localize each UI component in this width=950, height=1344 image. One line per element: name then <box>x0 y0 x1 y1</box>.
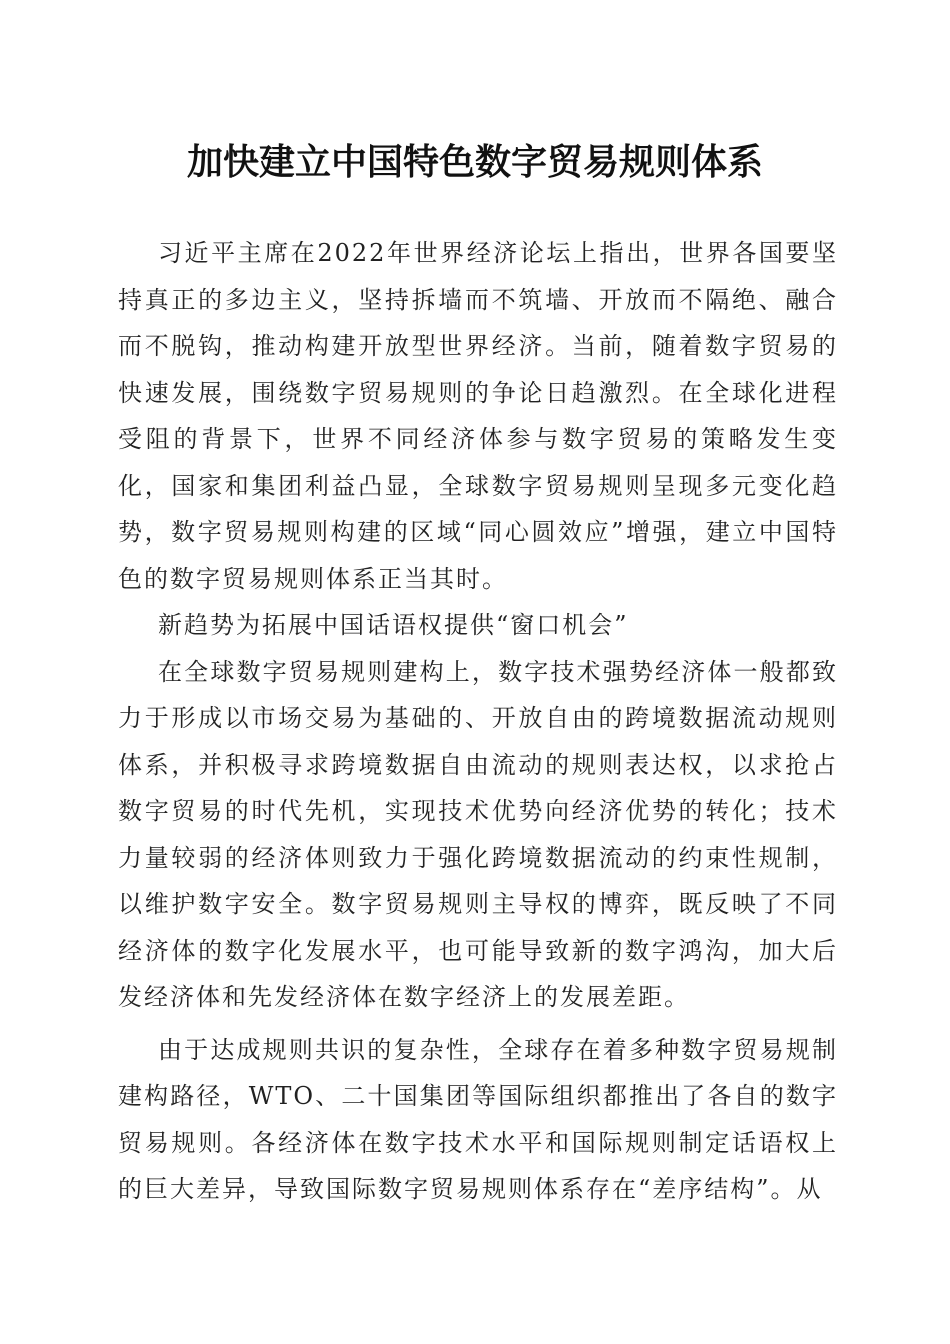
section-heading: 新趋势为拓展中国话语权提供“窗口机会” <box>158 611 629 639</box>
paragraph-differential-structure: 由于达成规则共识的复杂性，全球存在着多种数字贸易规制建构路径，WTO、二十国集团等国际组织都推出了各自的数字贸易规则。各经济体在数字技术水平和国际规则制定话语权上的巨大差异，导致国际数字贸易规则体系存在“差序结构”。从 <box>118 1035 838 1203</box>
paragraph-intro: 习近平主席在2022年世界经济论坛上指出，世界各国要坚持真正的多边主义，坚持拆墙而不筑墙、开放而不隔绝、融合而不脱钩，推动构建开放型世界经济。当前，随着数字贸易的快速发展，围绕数字贸易规则的争论日趋激烈。在全球化进程受阻的背景下，世界不同经济体参与数字贸易的策略发生变化，国家和集团利益凸显，全球数字贸易规则呈现多元变化趋势，数字贸易规则构建的区域“同心圆效应”增强，建立中国特色的数字贸易规则体系正当其时。 <box>118 239 838 593</box>
paragraph-rules-construction: 在全球数字贸易规则建构上，数字技术强势经济体一般都致力于形成以市场交易为基础的、开放自由的跨境数据流动规则体系，并积极寻求跨境数据自由流动的规则表达权，以求抢占数字贸易的时代先机，实现技术优势向经济优势的转化；技术力量较弱的经济体则致力于强化跨境数据流动的约束性规制，以维护数字安全。数字贸易规则主导权的博弈，既反映了不同经济体的数字化发展水平，也可能导致新的数字鸿沟，加大后发经济体和先发经济体在数字经济上的发展差距。 <box>118 657 838 1011</box>
document-body <box>118 230 838 1213</box>
document-title: 加快建立中国特色数字贸易规则体系 <box>186 141 763 183</box>
